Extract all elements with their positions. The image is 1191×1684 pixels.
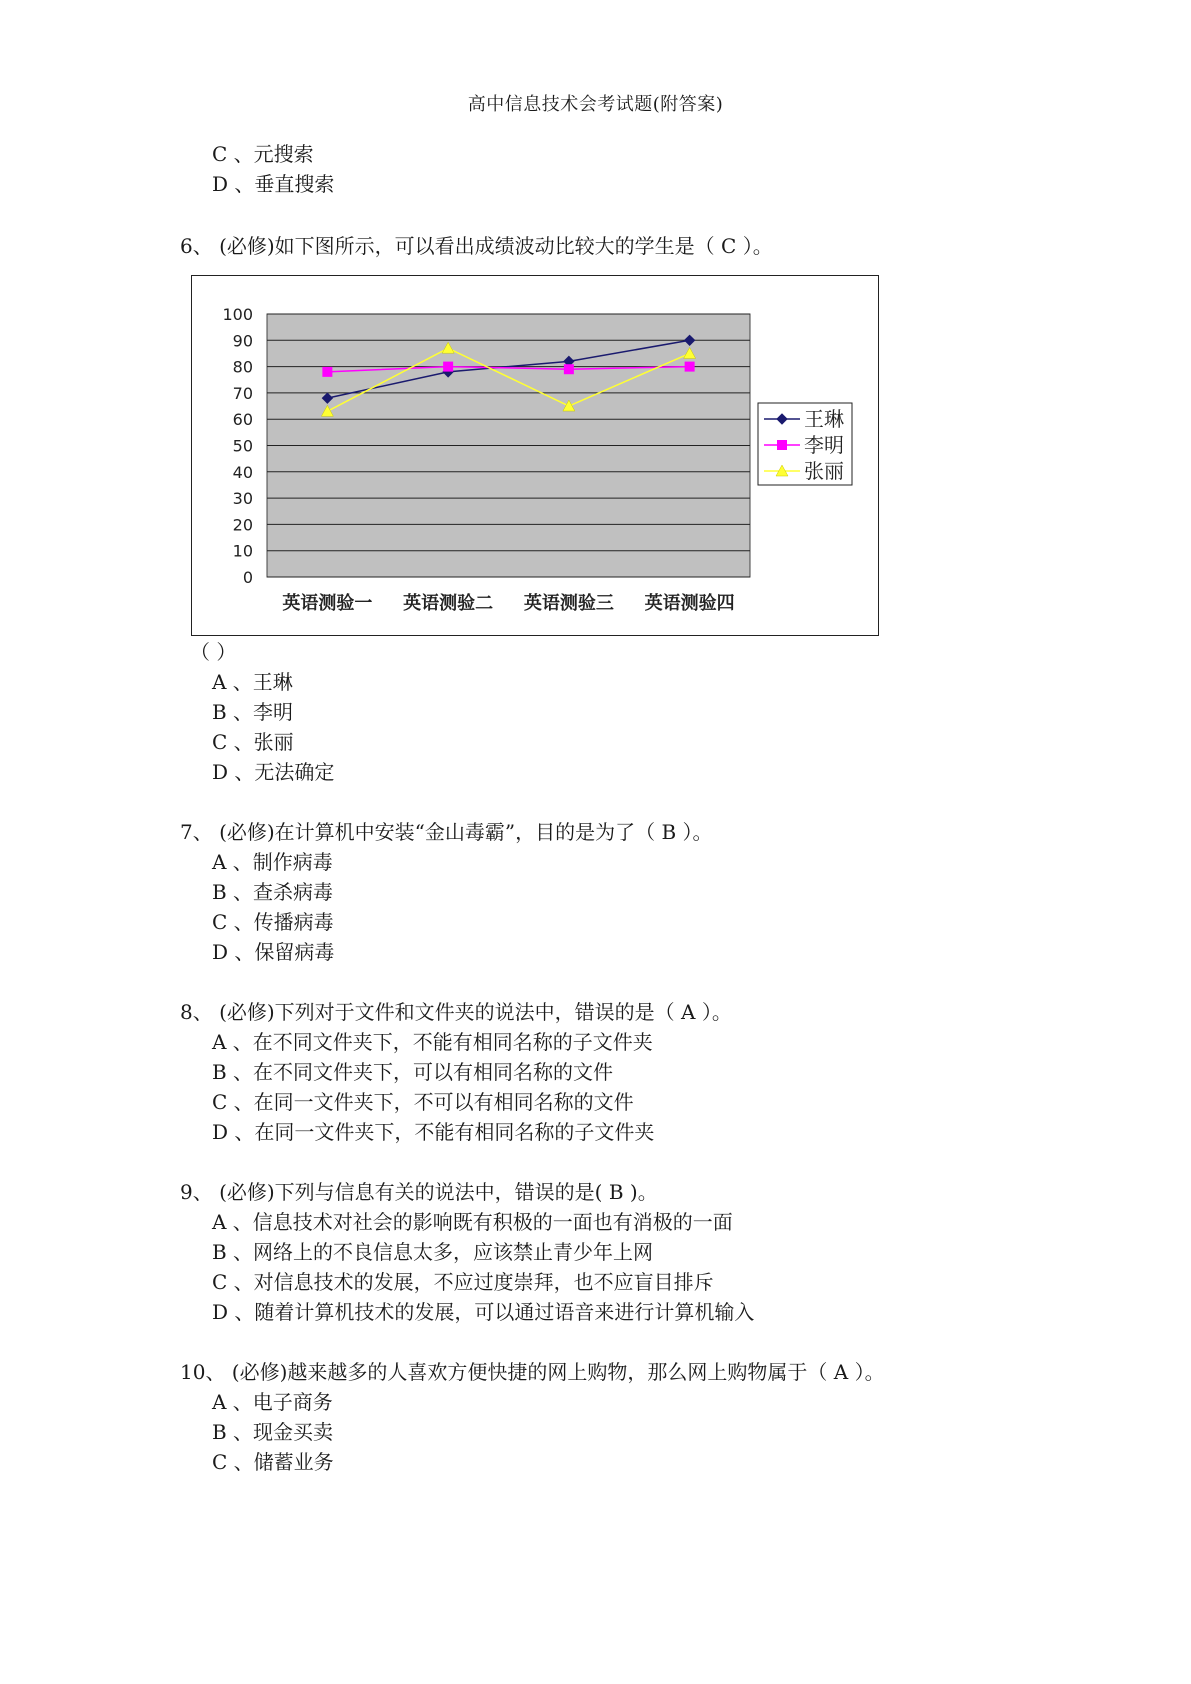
point-s2-4 bbox=[685, 362, 694, 371]
y-tick-label-40: 40 bbox=[232, 462, 253, 482]
y-tick-label-90: 90 bbox=[232, 331, 253, 351]
x-tick-label-2: 英语测验二 bbox=[403, 593, 494, 614]
x-tick-label-4: 英语测验四 bbox=[644, 593, 735, 614]
y-tick-label-80: 80 bbox=[232, 357, 253, 377]
q7-option-d: D 、保留病毒 bbox=[212, 940, 335, 964]
q7-stem: 7、 (必修)在计算机中安装“金山毒霸”，目的是为了（ B ）。 bbox=[180, 820, 713, 844]
x-tick-label-1: 英语测验一 bbox=[282, 593, 373, 614]
q7-option-b: B 、查杀病毒 bbox=[212, 880, 334, 904]
q8-option-c: C 、在同一文件夹下，不可以有相同名称的文件 bbox=[212, 1090, 634, 1114]
q10-option-c: C 、储蓄业务 bbox=[212, 1450, 334, 1474]
q6-chart-caption: （ ） bbox=[190, 640, 237, 664]
q6-option-b: B 、李明 bbox=[212, 700, 294, 724]
q10-stem: 10、 (必修)越来越多的人喜欢方便快捷的网上购物，那么网上购物属于（ A ）。 bbox=[180, 1360, 885, 1384]
q6-stem: 6、 (必修)如下图所示，可以看出成绩波动比较大的学生是（ C ）。 bbox=[180, 234, 773, 258]
point-s2-1 bbox=[323, 367, 332, 376]
q9-option-c: C 、对信息技术的发展，不应过度崇拜，也不应盲目排斥 bbox=[212, 1270, 714, 1294]
q9-stem: 9、 (必修)下列与信息有关的说法中，错误的是( B )。 bbox=[180, 1180, 658, 1204]
y-tick-label-60: 60 bbox=[232, 410, 253, 430]
y-tick-label-100: 100 bbox=[222, 305, 253, 324]
q8-option-b: B 、在不同文件夹下，可以有相同名称的文件 bbox=[212, 1060, 614, 1084]
y-tick-label-50: 50 bbox=[232, 436, 253, 456]
q8-option-a: A 、在不同文件夹下，不能有相同名称的子文件夹 bbox=[212, 1030, 653, 1054]
y-tick-label-30: 30 bbox=[232, 489, 253, 509]
y-tick-label-0: 0 bbox=[242, 568, 253, 587]
legend-label-1: 王琳 bbox=[804, 407, 844, 431]
x-tick-label-3: 英语测验三 bbox=[523, 593, 614, 614]
y-tick-label-20: 20 bbox=[232, 515, 253, 535]
q9-option-d: D 、随着计算机技术的发展，可以通过语音来进行计算机输入 bbox=[212, 1300, 755, 1324]
line-chart bbox=[191, 275, 879, 636]
q8-stem: 8、 (必修)下列对于文件和文件夹的说法中，错误的是（ A ）。 bbox=[180, 1000, 732, 1024]
legend-marker-2 bbox=[778, 441, 787, 450]
q6-option-d: D 、无法确定 bbox=[212, 760, 335, 784]
point-s2-2 bbox=[444, 362, 453, 371]
q6-option-c: C 、张丽 bbox=[212, 730, 294, 754]
legend-label-3: 张丽 bbox=[804, 459, 844, 483]
q5-option-c: C 、元搜索 bbox=[212, 142, 314, 166]
q10-option-a: A 、电子商务 bbox=[212, 1390, 333, 1414]
point-s2-3 bbox=[564, 365, 573, 374]
chart-svg bbox=[192, 276, 880, 637]
page-header: 高中信息技术会考试题(附答案) bbox=[467, 94, 724, 115]
q5-option-d: D 、垂直搜索 bbox=[212, 172, 335, 196]
q9-option-b: B 、网络上的不良信息太多，应该禁止青少年上网 bbox=[212, 1240, 654, 1264]
q9-option-a: A 、信息技术对社会的影响既有积极的一面也有消极的一面 bbox=[212, 1210, 733, 1234]
q8-option-d: D 、在同一文件夹下，不能有相同名称的子文件夹 bbox=[212, 1120, 655, 1144]
legend-label-2: 李明 bbox=[804, 433, 844, 457]
q7-option-a: A 、制作病毒 bbox=[212, 850, 333, 874]
y-tick-label-70: 70 bbox=[232, 383, 253, 403]
y-tick-label-10: 10 bbox=[232, 541, 253, 561]
q10-option-b: B 、现金买卖 bbox=[212, 1420, 334, 1444]
q7-option-c: C 、传播病毒 bbox=[212, 910, 334, 934]
q6-option-a: A 、王琳 bbox=[212, 670, 293, 694]
